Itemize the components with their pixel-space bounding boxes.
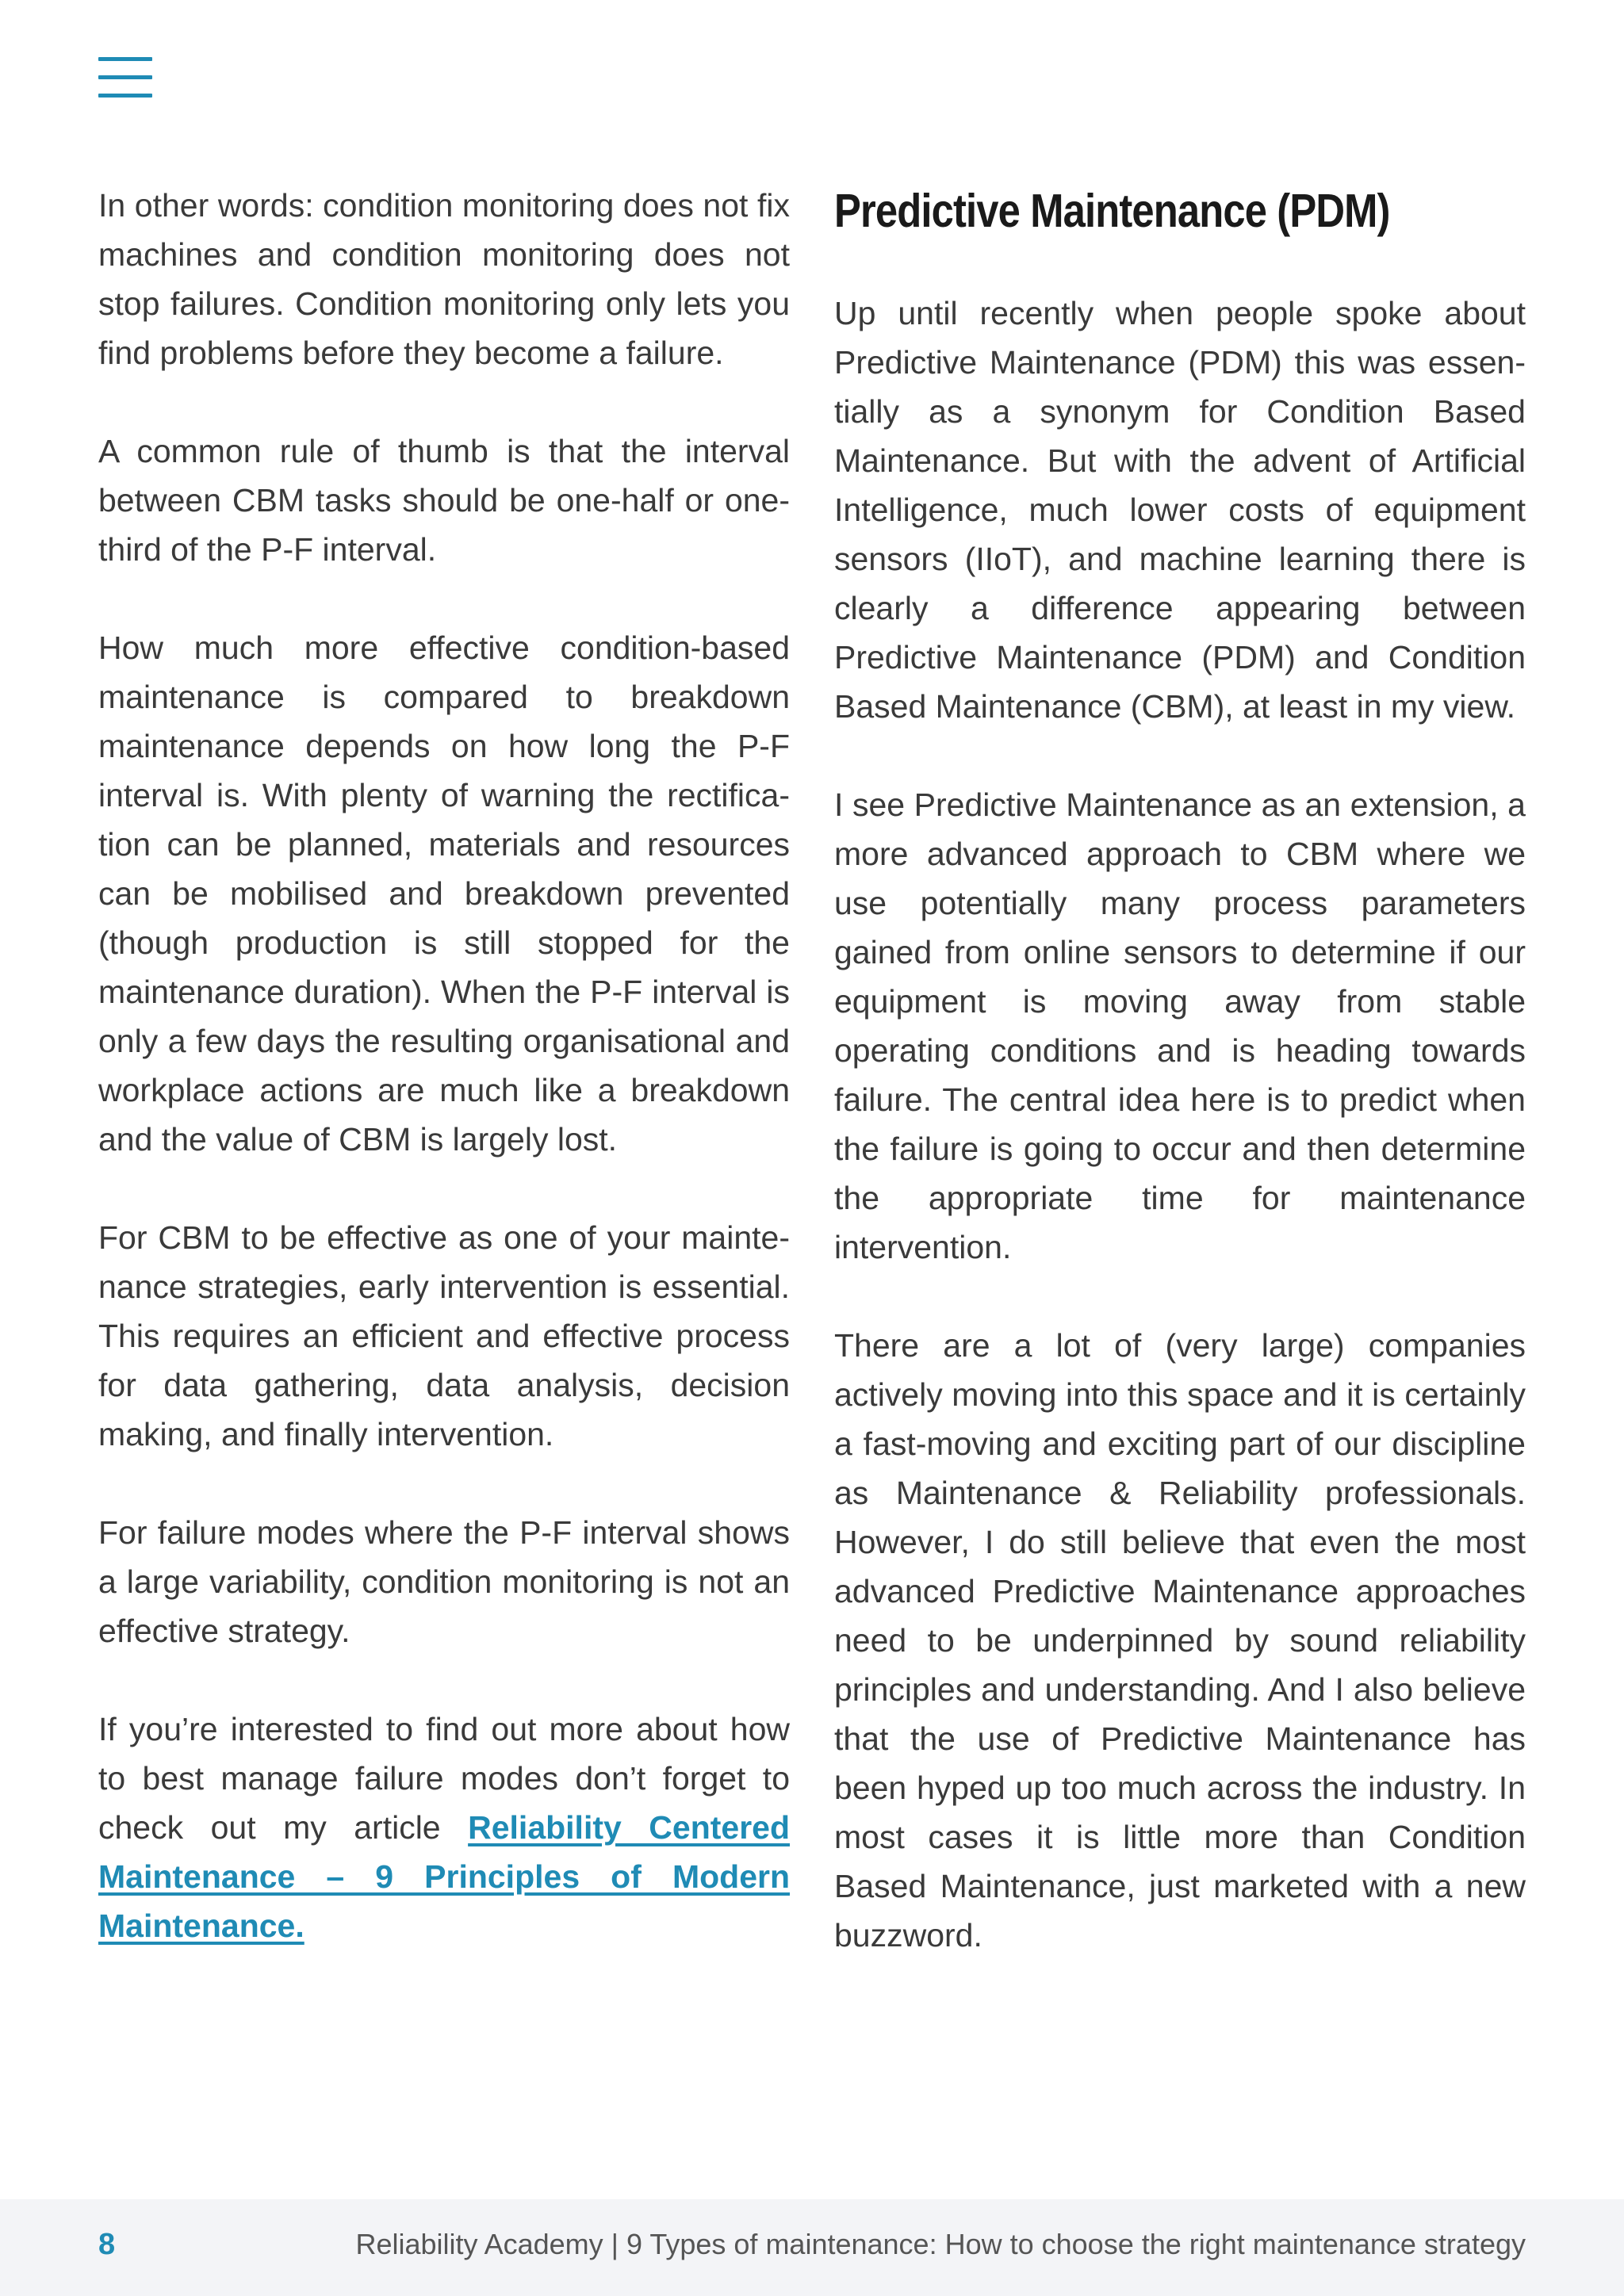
menu-bar — [98, 57, 152, 61]
paragraph: There are a lot of (very large) companies actively moving into this space and it is certainly a fast-moving and exciting part of our discipline as Maintenance & Reliability professionals. However, I do still believe that even the most advanced Predictive Maintenance approaches need to be underpinned by sound reliability principles and understanding. And I also believe that the use of Predictive Maintenance has been hyped up too much across the industry. In most cases it is little more than Condition Based Maintenance, just marketed with a new buzzword. — [834, 1327, 1526, 1954]
paragraph: How much more effective condition-based maintenance is compared to breakdown maintenance depends on how long the P-F interval is. With plenty of warning the rectification can be planned, materials and resources can be mobilised and breakdown prevented (though production is still stopped for the maintenance duration). When the P-F interval is only a few days the resulting organisational and workplace actions are much like a breakdown and the value of CBM is largely lost. — [98, 629, 790, 1158]
section-heading: Predictive Maintenance (PDM) — [834, 185, 1390, 237]
page-number: 8 — [98, 2228, 116, 2261]
paragraph: For CBM to be effective as one of your maintenance strategies, early intervention is essential. This requires an efficient and effective process for data gathering, data analysis, decision making, and finally intervention. — [98, 1219, 790, 1452]
page-footer — [0, 2199, 1624, 2296]
paragraph-text: If you’re interested to find out more about how to best manage failure modes don’t forget to check out my article — [98, 1711, 790, 1846]
rcm-article-link[interactable]: Reliability Centered Maintenance – 9 Principles of Modern Maintenance. — [98, 1809, 791, 1944]
right-column — [834, 182, 1526, 2009]
paragraph-with-link — [98, 1705, 790, 1950]
footer-title: Reliability Academy | 9 Types of maintenance: How to choose the right maintenance strategy — [355, 2228, 1526, 2260]
menu-bar — [98, 75, 152, 79]
paragraph: In other words: condition monitoring does not fix machines and condition monitoring does not stop failures. Condition monitoring only lets you find problems before they become a failure. — [98, 187, 790, 371]
left-column — [98, 181, 790, 1999]
paragraph: Up until recently when people spoke about Predictive Maintenance (PDM) this was essentially as a synonym for Condition Based Maintenance. But with the advent of Artificial Intelligence, much lower costs of equipment sensors (IIoT), and machine learning there is clearly a difference appearing between Predictive Maintenance (PDM) and Condition Based Maintenance (CBM), at least in my view. — [834, 295, 1526, 725]
menu-bar — [98, 94, 152, 98]
paragraph: For failure modes where the P-F interval shows a large variability, condition monitoring is not an effective strategy. — [98, 1514, 790, 1649]
paragraph: I see Predictive Maintenance as an extension, a more advanced approach to CBM where we use potentially many process parameters gained from online sensors to determine if our equipment is moving away from stable operating conditions and is heading towards failure. The central idea here is to predict when the failure is going to occur and then determine the appropriate time for maintenance intervention. — [834, 786, 1526, 1265]
hamburger-menu-icon[interactable] — [98, 57, 152, 98]
paragraph: A common rule of thumb is that the interval between CBM tasks should be one-half or one-third of the P-F interval. — [98, 433, 790, 568]
